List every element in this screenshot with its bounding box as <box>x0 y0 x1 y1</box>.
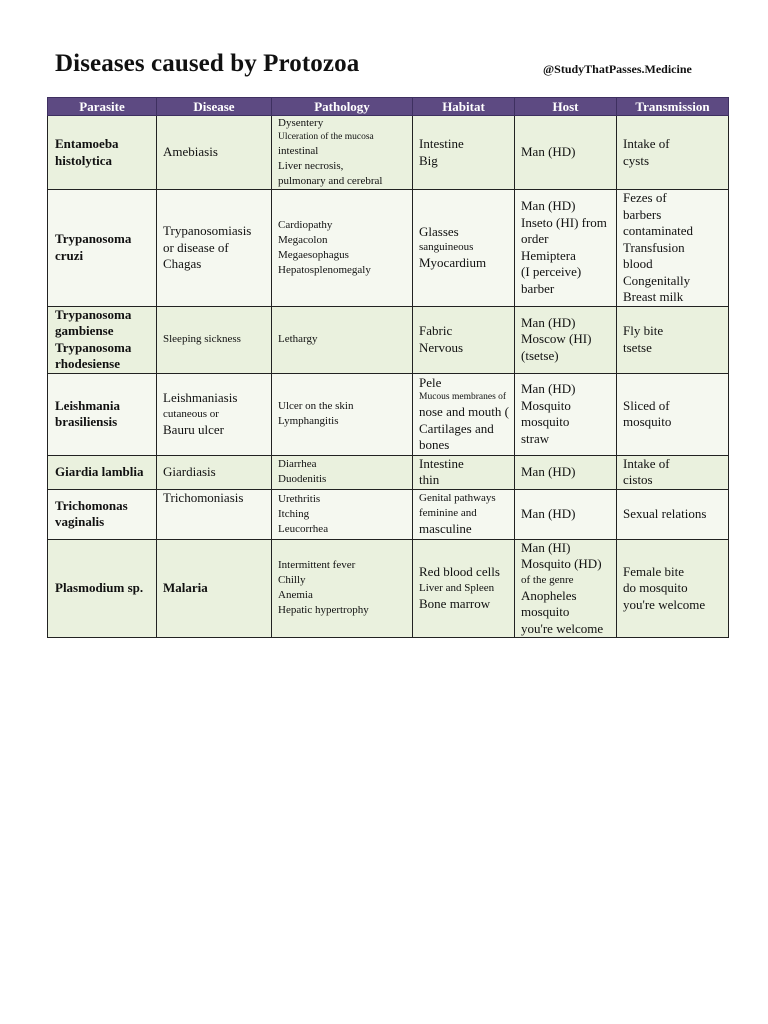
cell-line: Glasses <box>419 223 459 239</box>
cell-line: (tsetse) <box>521 347 559 363</box>
cell-line: Sleeping sickness <box>163 333 241 345</box>
cell-line: Transfusion <box>623 239 685 255</box>
transmission-cell <box>617 489 729 539</box>
habitat-cell <box>413 190 515 307</box>
disease-cell <box>157 190 272 307</box>
habitat-cell <box>413 116 515 190</box>
cell-line: Congenitally <box>623 272 691 288</box>
cell-line: cutaneous or <box>163 407 219 420</box>
pathology-cell <box>272 306 413 373</box>
cell-line: Intestine <box>419 455 464 471</box>
cell-line: Red blood cells <box>419 564 500 580</box>
cell-line: pulmonary and cerebral <box>278 175 383 187</box>
column-header-habitat: Habitat <box>413 98 515 116</box>
cell-line: Urethritis <box>278 492 321 505</box>
cell-line: Sliced of <box>623 397 670 413</box>
table-header-row <box>48 98 729 116</box>
cell-line: Leishmania <box>55 397 121 413</box>
cell-line: Lethargy <box>278 333 318 345</box>
cell-line: Ulcer on the skin <box>278 400 354 412</box>
cell-line: Mosquito <box>521 397 571 413</box>
cell-line: gambiense <box>55 323 114 338</box>
cell-line: Duodenitis <box>278 473 327 485</box>
cell-line: Man (HD) <box>521 463 576 479</box>
host-cell <box>515 116 617 190</box>
cell-line: Mosquito (HD) <box>521 556 602 571</box>
cell-line: Entamoeba <box>55 136 119 151</box>
cell-line: rhodesiense <box>55 356 120 371</box>
column-header-parasite: Parasite <box>48 98 157 116</box>
cell-line: Hepatic hypertrophy <box>278 604 369 617</box>
cell-line: Moscow (HI) <box>521 331 592 347</box>
habitat-cell <box>413 539 515 638</box>
cell-line: Intestine <box>419 136 464 151</box>
cell-line: tsetse <box>623 339 652 355</box>
cell-line: barber <box>521 280 555 296</box>
cell-line: straw <box>521 430 550 446</box>
disease-cell <box>157 116 272 190</box>
column-header-host: Host <box>515 98 617 116</box>
cell-line: histolytica <box>55 152 113 168</box>
cell-line: Itching <box>278 507 310 520</box>
cell-line: you're welcome <box>623 596 706 612</box>
cell-line: contaminated <box>623 223 694 238</box>
host-cell <box>515 373 617 455</box>
cell-line: Lymphangitis <box>278 415 339 427</box>
disease-cell <box>157 539 272 638</box>
cell-line: Breast milk <box>623 289 684 304</box>
habitat-cell <box>413 306 515 373</box>
cell-line: Malaria <box>163 580 208 595</box>
cell-line: Leucorrhea <box>278 522 329 535</box>
cell-line: Cartilages and <box>419 420 494 436</box>
cell-line: Man (HD) <box>521 144 576 160</box>
cell-line: mosquito <box>623 414 672 429</box>
host-cell <box>515 306 617 373</box>
cell-line: Fly bite <box>623 323 664 338</box>
cell-line: cruzi <box>55 247 84 263</box>
transmission-cell <box>617 190 729 307</box>
cell-line: Megaesophagus <box>278 248 349 261</box>
cell-line: of the genre <box>521 573 574 586</box>
host-cell <box>515 455 617 489</box>
cell-line: Amebiasis <box>163 144 218 160</box>
host-cell <box>515 190 617 307</box>
cell-line: Bauru ulcer <box>163 421 225 437</box>
cell-line: masculine <box>419 520 472 536</box>
pathology-cell <box>272 489 413 539</box>
cell-line: Trypanosoma <box>55 339 132 355</box>
cell-line: Man (HD) <box>521 314 576 330</box>
cell-line: brasiliensis <box>55 414 118 429</box>
parasite-cell <box>48 489 157 539</box>
cell-line: Hepatosplenomegaly <box>278 263 371 276</box>
table-row <box>48 455 729 489</box>
cell-line: order <box>521 231 549 247</box>
cell-line: cysts <box>623 152 649 168</box>
cell-line: Mucous membranes of <box>419 392 507 402</box>
pathology-cell <box>272 455 413 489</box>
parasite-cell <box>48 190 157 307</box>
pathology-cell <box>272 373 413 455</box>
cell-line: Man (HD) <box>521 381 576 396</box>
column-header-transmission: Transmission <box>617 98 729 116</box>
cell-line: or disease of <box>163 239 229 255</box>
cell-line: thin <box>419 472 440 487</box>
table-row <box>48 116 729 190</box>
transmission-cell <box>617 539 729 638</box>
host-cell <box>515 539 617 638</box>
cell-line: mosquito <box>521 414 570 429</box>
cell-line: Trypanosoma <box>55 231 132 247</box>
disease-cell <box>157 373 272 455</box>
cell-line: Chilly <box>278 574 306 587</box>
cell-line: Giardiasis <box>163 463 216 479</box>
cell-line: Dysentery <box>278 117 324 129</box>
cell-line: Intake of <box>623 136 670 151</box>
cell-line: Trichomoniasis <box>163 489 244 505</box>
table-row <box>48 306 729 373</box>
cell-line: Pele <box>419 374 442 390</box>
table-row <box>48 190 729 307</box>
cell-line: Nervous <box>419 339 464 355</box>
cell-line: Intermittent fever <box>278 559 356 572</box>
cell-line: Diarrhea <box>278 458 317 470</box>
cell-line: blood <box>623 256 653 271</box>
cell-line: Hemiptera <box>521 247 576 263</box>
author-handle: @StudyThatPasses.Medicine <box>543 62 692 76</box>
cell-line: Man (HD) <box>521 198 576 214</box>
cell-line: Fabric <box>419 323 453 338</box>
cell-line: Anopheles <box>521 587 577 603</box>
disease-cell <box>157 489 272 539</box>
cell-line: vaginalis <box>55 514 105 529</box>
cell-line: Cardiopathy <box>278 218 333 231</box>
cell-line: Plasmodium sp. <box>55 580 144 595</box>
cell-line: Female bite <box>623 563 685 579</box>
column-header-disease: Disease <box>157 98 272 116</box>
habitat-cell <box>413 455 515 489</box>
cell-line: Myocardium <box>419 255 487 271</box>
cell-line: Man (HD) <box>521 505 576 521</box>
table-row <box>48 489 729 539</box>
transmission-cell <box>617 116 729 190</box>
cell-line: Man (HI) <box>521 539 571 555</box>
transmission-cell <box>617 455 729 489</box>
disease-cell <box>157 306 272 373</box>
protozoa-table <box>47 97 729 638</box>
column-header-pathology: Pathology <box>272 98 413 116</box>
cell-line: Bone marrow <box>419 595 491 611</box>
cell-line: Big <box>419 152 438 168</box>
cell-line: Chagas <box>163 256 202 271</box>
cell-line: Liver and Spleen <box>419 581 495 594</box>
cell-line: feminine and <box>419 506 477 519</box>
disease-cell <box>157 455 272 489</box>
cell-line: Intake of <box>623 455 670 471</box>
parasite-cell <box>48 306 157 373</box>
cell-line: Trypanosomiasis <box>163 223 252 238</box>
cell-line: Leishmaniasis <box>163 390 238 405</box>
table-row <box>48 373 729 455</box>
cell-line: intestinal <box>278 145 319 157</box>
transmission-cell <box>617 373 729 455</box>
cell-line: Genital pathways <box>419 491 496 504</box>
cell-line: Ulceration of the mucosa <box>278 132 374 142</box>
cell-line: cistos <box>623 472 653 487</box>
cell-line: Trichomonas <box>55 497 128 513</box>
cell-line: Megacolon <box>278 233 328 246</box>
cell-line: Inseto (HI) from <box>521 214 607 230</box>
table-row <box>48 539 729 638</box>
pathology-cell <box>272 190 413 307</box>
cell-line: bones <box>419 437 450 452</box>
cell-line: Liver necrosis, <box>278 160 344 172</box>
cell-line: barbers <box>623 206 662 222</box>
page-title: Diseases caused by Protozoa <box>55 50 360 77</box>
pathology-cell <box>272 539 413 638</box>
cell-line: nose and mouth ( <box>419 404 509 419</box>
transmission-cell <box>617 306 729 373</box>
habitat-cell <box>413 373 515 455</box>
host-cell <box>515 489 617 539</box>
cell-line: Fezes of <box>623 190 667 205</box>
parasite-cell <box>48 455 157 489</box>
parasite-cell <box>48 539 157 638</box>
cell-line: do mosquito <box>623 580 688 595</box>
parasite-cell <box>48 116 157 190</box>
cell-line: Anemia <box>278 589 313 602</box>
habitat-cell <box>413 489 515 539</box>
cell-line: you're welcome <box>521 620 604 636</box>
cell-line: Sexual relations <box>623 505 707 521</box>
cell-line: sanguineous <box>419 241 474 254</box>
parasite-cell <box>48 373 157 455</box>
cell-line: Giardia lamblia <box>55 463 144 479</box>
pathology-cell <box>272 116 413 190</box>
cell-line: Trypanosoma <box>55 306 132 322</box>
cell-line: (I perceive) <box>521 264 582 280</box>
cell-line: mosquito <box>521 604 570 619</box>
